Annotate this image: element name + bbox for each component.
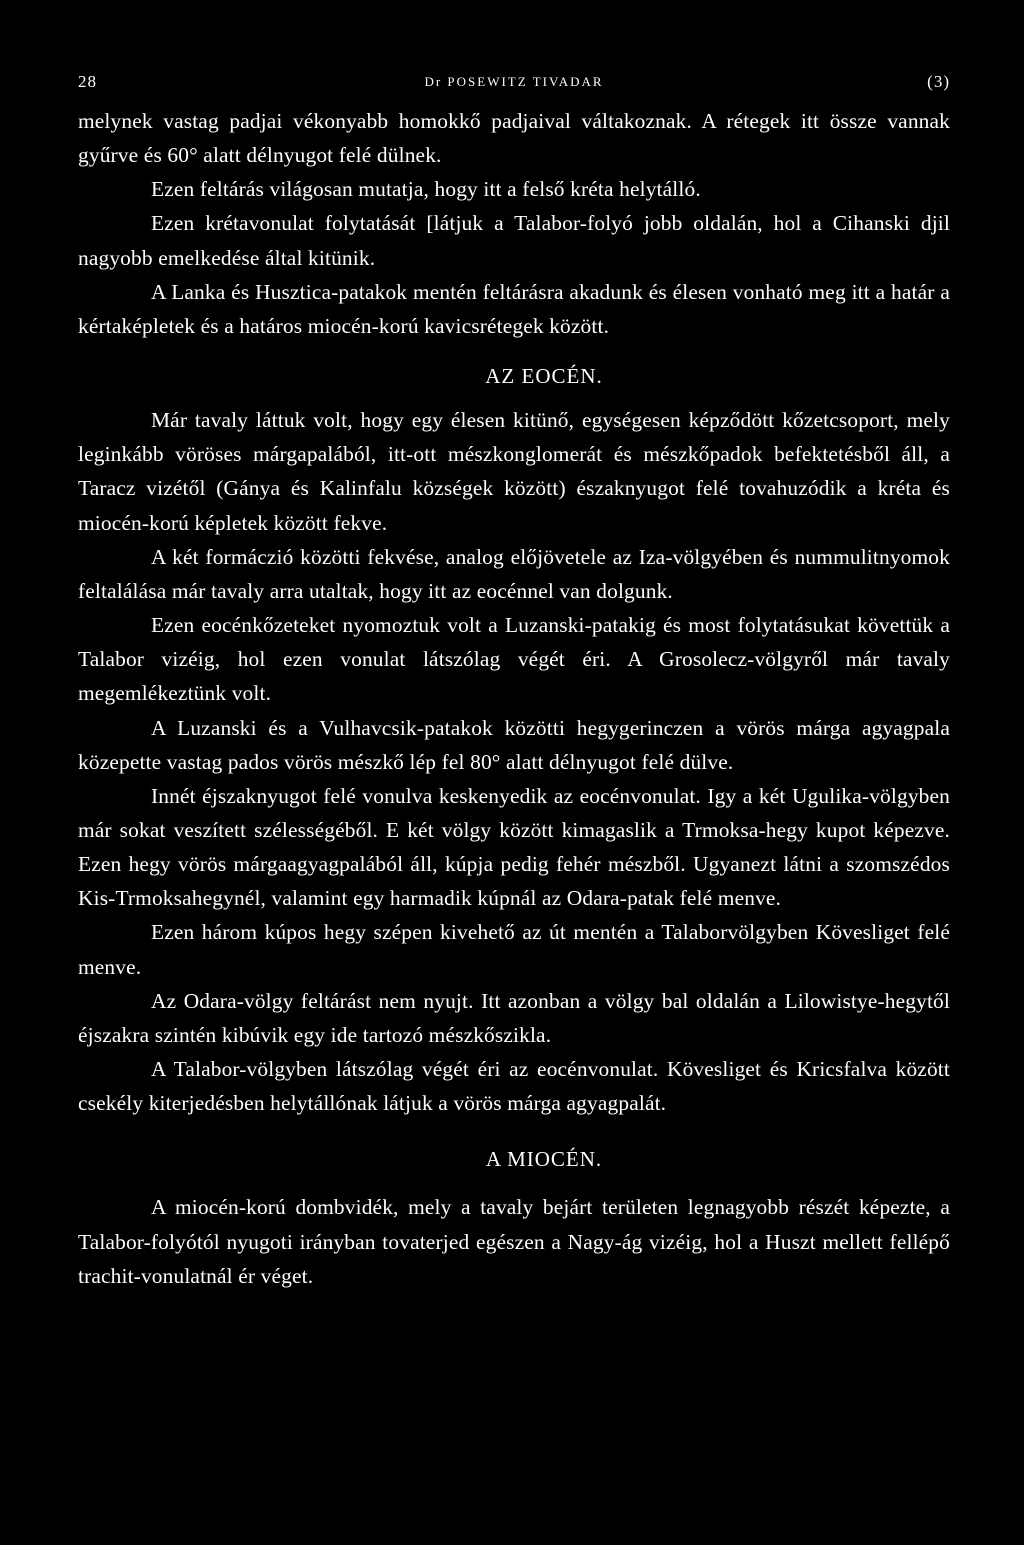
running-header <box>78 64 950 104</box>
paragraph: Már tavaly láttuk volt, hogy egy élesen kitünő, egységesen képződött kőzetcsoport, mely leginkább vöröses márgapalából, itt-ott mészkonglomerát és mészkőpadok befektetésből áll, a Taracz vizétől (Gánya és Kalinfalu községek között) északnyugot felé tovahuzódik a kréta és miocén-korú képletek között fekve. <box>78 408 950 535</box>
paragraph: Innét éjszaknyugot felé vonulva keskenyedik az eocénvonulat. Igy a két Ugulika-völgyben már sokat veszített szélességéből. E két völgy között kimagaslik a Trmoksa-hegy kupot képezve. Ezen hegy vörös márgaagyagpalából áll, kúpja pedig fehér mészből. Ugyanezt látni a szomszédos Kis-Trmoksahegynél, valamint egy harmadik kúpnál az Odara-patak felé menve. <box>78 783 950 911</box>
paragraph: Ezen eocénkőzeteket nyomoztuk volt a Luzanski-patakig és most folytatásukat követtük a Talabor vizéig, hol ezen vonulat látszólag végét éri. A Grosolecz-völgyről már tavaly megemlékeztünk volt. <box>78 613 950 706</box>
paragraph: Ezen feltárás világosan mutatja, hogy itt a felső kréta helytálló. <box>151 177 701 202</box>
paragraph: A Talabor-völgyben látszólag végét éri az eocénvonulat. Kövesliget és Kricsfalva között csekély kiterjedésben helytállónak látjuk a vörös márga agyagpalát. <box>78 1057 950 1116</box>
paragraph: A Luzanski és a Vulhavcsik-patakok közötti hegygerinczen a vörös márga agyagpala közepette vastag pados vörös mészkő lép fel 80° alatt délnyugot felé dülve. <box>78 715 950 774</box>
paragraph: A miocén-korú dombvidék, mely a tavaly bejárt területen legnagyobb részét képezte, a Talabor-folyótól nyugoti irányban tovaterjed egészen a Nagy-ág vizéig, hol a Huszt mellett fellépő trachit-vonulatnál ér véget. <box>78 1195 950 1288</box>
paragraph: Az Odara-völgy feltárást nem nyujt. Itt azonban a völgy bal oldalán a Lilowistye-hegytől éjszakra szintén kibúvik egy ide tartozó mészkőszikla. <box>78 988 950 1047</box>
paragraph: Ezen három kúpos hegy szépen kivehető az út mentén a Talaborvölgyben Kövesliget felé menve. <box>78 920 950 979</box>
document-page <box>78 64 950 1293</box>
running-title-author: Dr POSEWITZ TIVADAR <box>424 74 604 89</box>
section-number: (3) <box>927 72 950 91</box>
section-heading-eocene: AZ EOCÉN. <box>485 364 603 389</box>
paragraph: melynek vastag padjai vékonyabb homokkő padjaival váltakoznak. A rétegek itt össze vannak gyűrve és 60° alatt délnyugot felé dülnek. <box>78 109 950 168</box>
paragraph: A Lanka és Husztica-patakok mentén feltárásra akadunk és élesen vonható meg itt a határ a kértaképletek és a határos miocén-korú kavicsrétegek között. <box>78 279 950 338</box>
body-text <box>78 104 950 1293</box>
paragraph: A két formáczió közötti fekvése, analog előjövetele az Iza-völgyében és nummulitnyomok feltalálása már tavaly arra utaltak, hogy itt az eocénnel van dolgunk. <box>78 544 950 603</box>
paragraph: Ezen krétavonulat folytatását [látjuk a Talabor-folyó jobb oldalán, hol a Cihanski djil nagyobb emelkedése által kitünik. <box>78 211 950 270</box>
page-number: 28 <box>78 72 97 91</box>
section-heading-miocene: A MIOCÉN. <box>485 1147 603 1172</box>
